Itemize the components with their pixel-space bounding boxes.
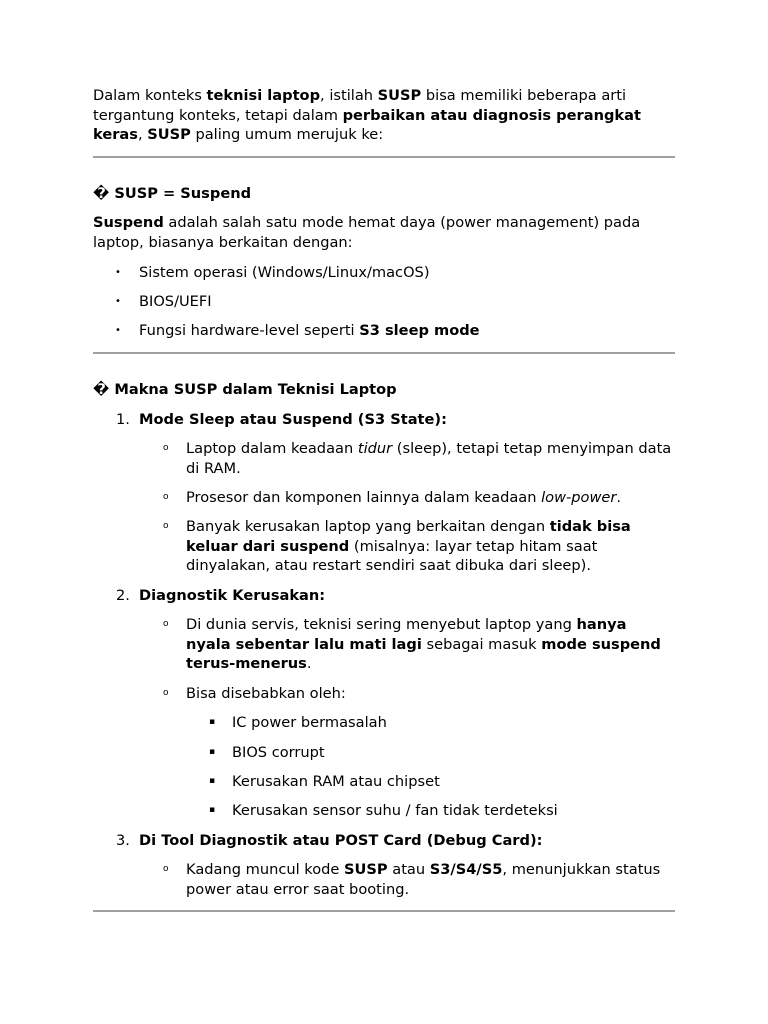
sub-item-text: . [616,488,622,506]
sub-list-item [93,439,675,478]
cause-text: Kerusakan sensor suhu / fan tidak terdeteksi [232,802,558,820]
divider-2 [93,352,675,354]
intro-bold-4: SUSP [147,126,191,144]
sub-list-item [93,517,675,576]
document-body [93,86,675,912]
list-item-bold: S3 sleep mode [359,322,480,340]
list-item [93,321,675,341]
sub-list-item [93,615,675,674]
sub-item-bold: mode suspend terus-menerus [186,635,661,673]
numbered-item-2 [93,586,675,606]
sub-item-italic: tidur [357,439,393,457]
sub-item-text: atau [387,861,430,879]
intro-text-1: Dalam konteks [93,87,207,104]
sub-list-item [93,860,675,899]
square-bullet-icon: ▪ [209,717,216,728]
sub-item-text: (misalnya: layar tetap hitam saat dinyalakan, atau restart sendiri saat dibuka dari sleep). [186,537,598,575]
sub-item-text: Laptop dalam keadaan [186,439,358,457]
sub-list-item [93,488,675,508]
list-item-text: Fungsi hardware-level seperti [139,322,360,340]
section1-heading: � SUSP = Suspend [93,184,252,202]
section1-paragraph-text: adalah salah satu mode hemat daya (power management) pada laptop, biasanya berkaitan dengan: [93,214,641,251]
intro-bold-3: perbaikan atau diagnosis perangkat keras [93,106,641,144]
circle-bullet-icon: o [163,619,169,630]
bullet-icon: • [115,295,121,307]
square-bullet-icon: ▪ [209,746,216,757]
list-item-text: Sistem operasi (Windows/Linux/macOS) [139,263,430,281]
section1-bullet-list [93,263,675,341]
sub-list-item [93,684,675,704]
sub-item-text: Bisa disebabkan oleh: [186,684,346,702]
sub-item-italic: low-power [541,488,617,506]
sub-item-text: Prosesor dan komponen lainnya dalam keadaan [186,488,542,506]
sub-item-bold: hanya nyala sebentar lalu mati lagi [186,616,627,653]
circle-bullet-icon: o [163,521,169,532]
intro-bold-1: teknisi laptop [206,87,321,104]
item3-sublist [93,860,675,899]
item-number: 2. [116,586,130,604]
sub-item-bold: S3/S4/S5 [429,861,503,879]
list-item [93,263,675,283]
item1-sublist [93,439,675,576]
numbered-item-1 [93,410,675,430]
divider-1 [93,156,675,158]
intro-text-4: , [137,126,148,144]
cause-item [93,743,675,763]
intro-paragraph [93,86,675,145]
causes-list [93,713,675,821]
square-bullet-icon: ▪ [209,805,216,816]
sub-item-text: (sleep), tetapi tetap menyimpan data di RAM. [186,439,672,477]
item-title: Di Tool Diagnostik atau POST Card (Debug Card): [139,831,543,849]
numbered-item-3 [93,831,675,851]
item-title: Diagnostik Kerusakan: [139,586,326,604]
item-number: 1. [116,410,130,428]
cause-item [93,801,675,821]
divider-3 [93,910,675,912]
cause-text: Kerusakan RAM atau chipset [232,773,440,791]
list-item-text: BIOS/UEFI [139,292,212,310]
sub-item-text: Kadang muncul kode [186,861,345,879]
sub-item-bold: SUSP [344,861,388,879]
list-item [93,292,675,312]
circle-bullet-icon: o [163,687,169,698]
circle-bullet-icon: o [163,864,169,875]
sub-item-text: . [306,655,312,673]
cause-text: BIOS corrupt [232,743,325,761]
section2-heading: � Makna SUSP dalam Teknisi Laptop [93,380,397,398]
sub-item-bold: tidak bisa keluar dari suspend [186,518,631,555]
item-title: Mode Sleep atau Suspend (S3 State): [139,410,447,428]
sub-item-text: Banyak kerusakan laptop yang berkaitan dengan [186,518,550,536]
sub-item-text: , menunjukkan status power atau error saat booting. [186,861,661,898]
suspend-term: Suspend [93,214,164,232]
sub-item-text: Di dunia servis, teknisi sering menyebut laptop yang [186,616,577,634]
bullet-icon: • [115,266,121,278]
circle-bullet-icon: o [163,442,169,453]
intro-text-5: paling umum merujuk ke: [190,126,384,144]
sub-item-text: sebagai masuk [421,635,542,653]
intro-text-3: bisa memiliki beberapa arti tergantung konteks, tetapi dalam [93,87,627,124]
section1-paragraph [93,213,675,252]
intro-text-2: , istilah [320,87,378,104]
cause-item [93,713,675,733]
cause-text: IC power bermasalah [232,714,387,732]
item-number: 3. [116,831,130,849]
square-bullet-icon: ▪ [209,776,216,787]
bullet-icon: • [115,325,121,337]
item2-sublist [93,615,675,821]
cause-item [93,772,675,792]
intro-bold-2: SUSP [377,87,422,104]
circle-bullet-icon: o [163,491,169,502]
